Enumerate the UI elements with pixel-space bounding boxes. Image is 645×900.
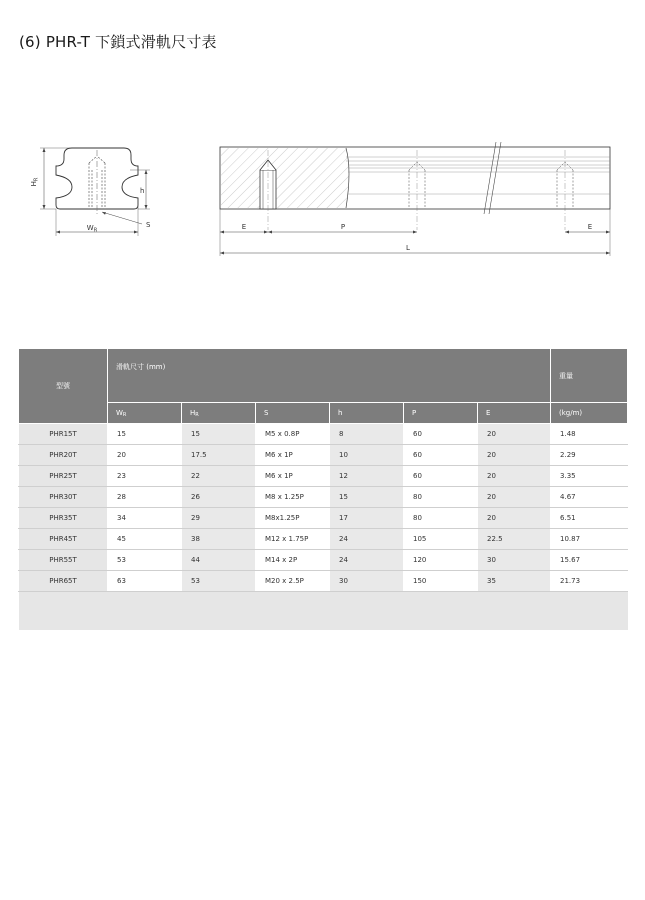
p-cell: 60 (404, 424, 478, 445)
wr-cell: 34 (108, 508, 182, 529)
e-cell: 30 (478, 550, 551, 571)
table-footer (19, 592, 628, 631)
wr-label: $W_R$ (86, 224, 98, 234)
table-row (19, 445, 628, 466)
weight-cell: 2.29 (551, 445, 628, 466)
column-header: S (256, 403, 330, 424)
weight-cell: 21.73 (551, 571, 628, 592)
wr-cell: 23 (108, 466, 182, 487)
s-cell: M12 x 1.75P (256, 529, 330, 550)
p-cell: 80 (404, 508, 478, 529)
model-cell: PHR20T (19, 445, 108, 466)
wr-cell: 45 (108, 529, 182, 550)
hr-cell: 17.5 (182, 445, 256, 466)
rail-dimensions-header: 滑軌尺寸 (mm) (108, 349, 551, 403)
model-header: 型號 (19, 349, 108, 424)
h-cell: 15 (330, 487, 404, 508)
hr-cell: 22 (182, 466, 256, 487)
weight-header: 重量 (551, 349, 628, 403)
model-cell: PHR65T (19, 571, 108, 592)
h-cell: 30 (330, 571, 404, 592)
e-cell: 20 (478, 487, 551, 508)
model-cell: PHR15T (19, 424, 108, 445)
s-cell: M14 x 2P (256, 550, 330, 571)
wr-cell: 63 (108, 571, 182, 592)
e-left-label: E (241, 223, 247, 231)
column-header: $H_R$ (182, 403, 256, 424)
h-cell: 24 (330, 550, 404, 571)
page-title: (6) PHR-T 下鎖式滑軌尺寸表 (19, 33, 217, 51)
hr-cell: 53 (182, 571, 256, 592)
weight-unit-header: (kg/m) (551, 403, 628, 424)
h-cell: 24 (330, 529, 404, 550)
e-right-label: E (587, 223, 593, 231)
s-cell: M6 x 1P (256, 466, 330, 487)
p-cell: 105 (404, 529, 478, 550)
wr-cell: 28 (108, 487, 182, 508)
weight-cell: 6.51 (551, 508, 628, 529)
p-label: P (340, 223, 346, 231)
p-cell: 120 (404, 550, 478, 571)
weight-cell: 1.48 (551, 424, 628, 445)
hr-cell: 29 (182, 508, 256, 529)
h-cell: 12 (330, 466, 404, 487)
s-cell: M5 x 0.8P (256, 424, 330, 445)
l-label: L (406, 244, 410, 252)
column-header: E (478, 403, 551, 424)
rail-profile (40, 148, 150, 236)
h-cell: 17 (330, 508, 404, 529)
weight-cell: 4.67 (551, 487, 628, 508)
table-row (19, 550, 628, 571)
weight-cell: 3.35 (551, 466, 628, 487)
s-cell: M8x1.25P (256, 508, 330, 529)
rail-dimension-table (18, 348, 628, 630)
technical-drawing (0, 0, 645, 300)
e-cell: 22.5 (478, 529, 551, 550)
hr-cell: 38 (182, 529, 256, 550)
hr-cell: 26 (182, 487, 256, 508)
table-row (19, 571, 628, 592)
model-cell: PHR25T (19, 466, 108, 487)
weight-cell: 10.87 (551, 529, 628, 550)
table-row (19, 487, 628, 508)
e-cell: 20 (478, 445, 551, 466)
s-cell: M20 x 2.5P (256, 571, 330, 592)
model-cell: PHR30T (19, 487, 108, 508)
wr-cell: 20 (108, 445, 182, 466)
s-label: S (146, 221, 151, 229)
wr-cell: 15 (108, 424, 182, 445)
model-cell: PHR45T (19, 529, 108, 550)
p-cell: 150 (404, 571, 478, 592)
p-cell: 60 (404, 466, 478, 487)
wr-cell: 53 (108, 550, 182, 571)
e-cell: 20 (478, 508, 551, 529)
rail-length-view (220, 142, 610, 256)
column-header: P (404, 403, 478, 424)
hr-cell: 44 (182, 550, 256, 571)
p-cell: 80 (404, 487, 478, 508)
e-cell: 20 (478, 466, 551, 487)
e-cell: 20 (478, 424, 551, 445)
table-row (19, 466, 628, 487)
model-cell: PHR55T (19, 550, 108, 571)
s-cell: M6 x 1P (256, 445, 330, 466)
table-row (19, 424, 628, 445)
h-label: h (140, 187, 145, 195)
table-row (19, 529, 628, 550)
p-cell: 60 (404, 445, 478, 466)
h-cell: 8 (330, 424, 404, 445)
weight-cell: 15.67 (551, 550, 628, 571)
s-cell: M8 x 1.25P (256, 487, 330, 508)
h-cell: 10 (330, 445, 404, 466)
model-cell: PHR35T (19, 508, 108, 529)
column-header: h (330, 403, 404, 424)
table-footer-cell (19, 592, 628, 631)
column-header: $W_R$ (108, 403, 182, 424)
e-cell: 35 (478, 571, 551, 592)
hr-label: $H_R$ (30, 177, 40, 187)
table-row (19, 508, 628, 529)
hr-cell: 15 (182, 424, 256, 445)
